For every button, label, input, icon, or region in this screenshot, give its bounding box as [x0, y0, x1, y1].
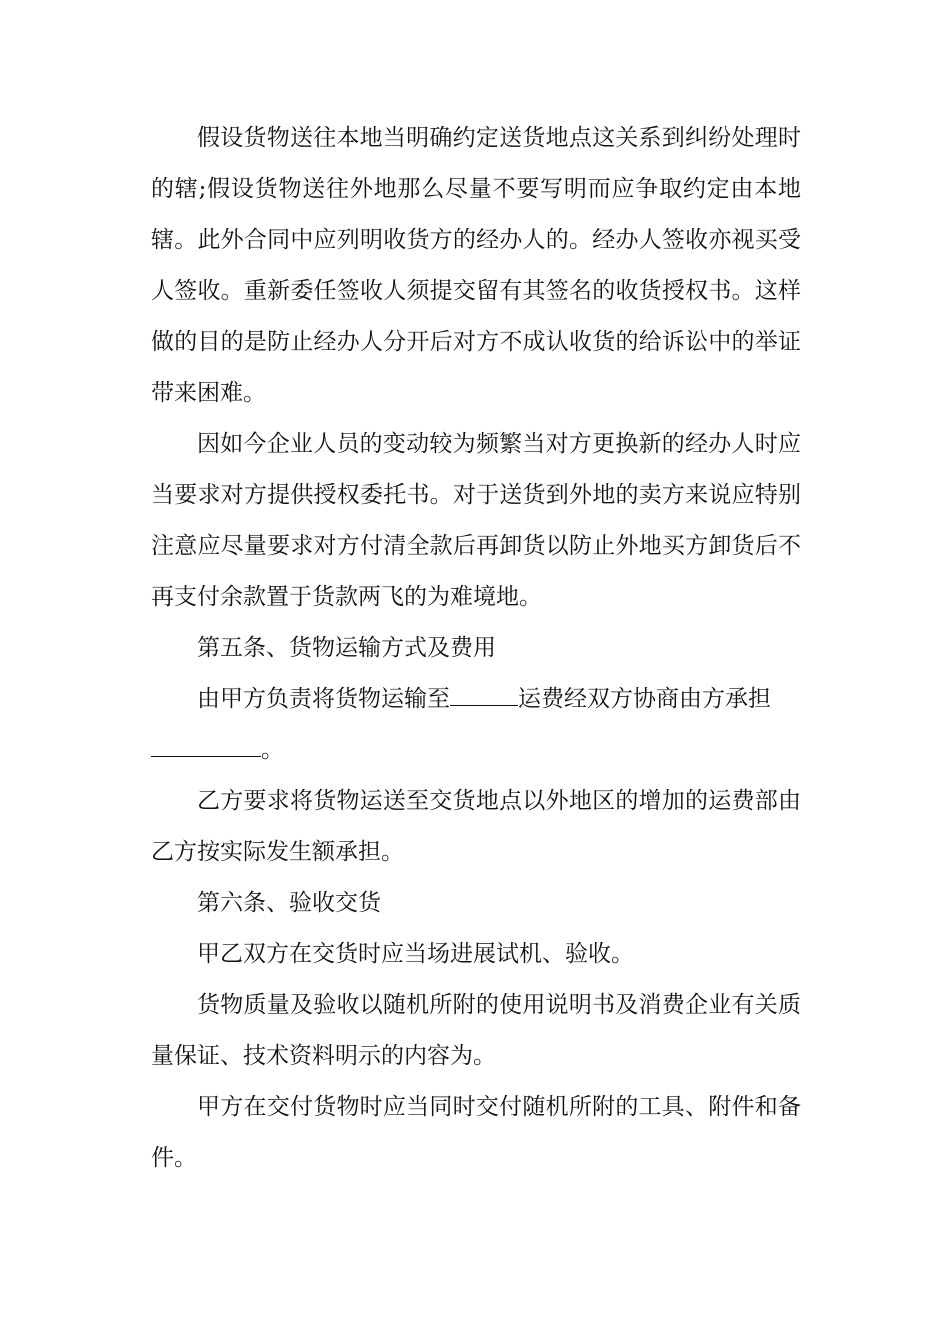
- transport-text-part2: 运费经双方协商由方承担: [518, 686, 771, 712]
- paragraph-quality-standard: 货物质量及验收以随机所附的使用说明书及消费企业有关质量保证、技术资料明示的内容为。: [151, 992, 801, 1069]
- transport-second-line: [151, 725, 801, 776]
- paragraph-authorization: 因如今企业人员的变动较为频繁当对方更换新的经办人时应当要求对方提供授权委托书。对于送货到外地的卖方来说应特别注意应尽量要求对方付清全款后再卸货以防止外地买方卸货后不再支付余款置于货款两飞的为难境地。: [151, 431, 801, 610]
- destination-blank: [450, 687, 518, 706]
- paragraph-trial-acceptance: 甲乙双方在交货时应当场进展试机、验收。: [197, 941, 634, 967]
- article-5-heading: 第五条、货物运输方式及费用: [197, 635, 496, 661]
- transport-text-part1: 由甲方负责将货物运输至: [197, 686, 450, 712]
- article-6-heading: 第六条、验收交货: [197, 890, 381, 916]
- paragraph-delivery-jurisdiction: 假设货物送往本地当明确约定送货地点这关系到纠纷处理时的辖;假设货物送往外地那么尽量不要写明而应争取约定由本地辖。此外合同中应列明收货方的经办人的。经办人签收亦视买受人签收。重新委任签收人须提交留有其签名的收货授权书。这样做的目的是防止经办人分开后对方不成认收货的给诉讼中的举证带来困难。: [151, 125, 801, 406]
- transport-text-end: 。: [261, 737, 284, 763]
- paragraph-extra-freight: 乙方要求将货物运送至交货地点以外地区的增加的运费部由乙方按实际发生额承担。: [151, 788, 801, 865]
- paragraph-accessories: 甲方在交付货物时应当同时交付随机所附的工具、附件和备件。: [151, 1094, 801, 1171]
- cost-bearer-blank: [151, 738, 261, 757]
- paragraph-transport-clause: [151, 674, 801, 776]
- document-body: [151, 113, 801, 1184]
